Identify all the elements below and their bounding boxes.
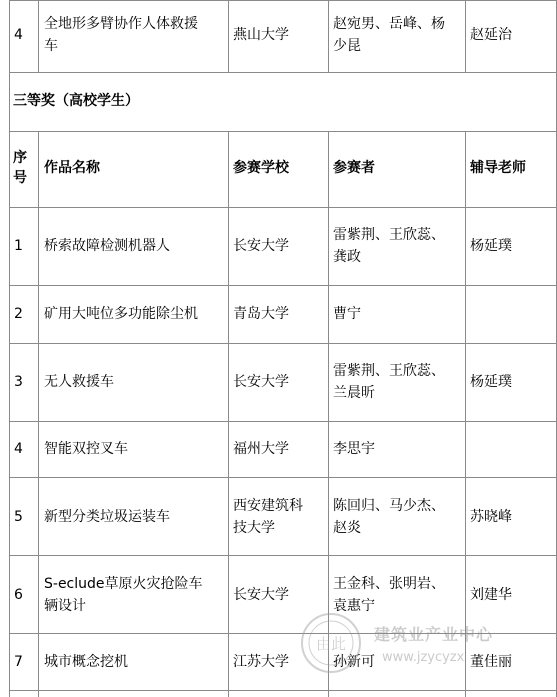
table-rule (9, 0, 10, 72)
cell-participants: 袁惠宁 (333, 598, 375, 614)
cell-participants: 曹宁 (333, 306, 361, 322)
cell-advisor: 刘建华 (470, 587, 512, 603)
cell-school: 燕山大学 (233, 27, 289, 43)
header-participants: 参赛者 (333, 160, 375, 176)
cell-school: 西安建筑科 (233, 498, 303, 514)
cell-no: 6 (14, 587, 23, 603)
cell-no: 3 (14, 374, 23, 390)
cell-school: 长安大学 (233, 587, 289, 603)
watermark (300, 610, 557, 680)
watermark-url: www.jzycyzx (382, 650, 465, 665)
header-no: 号 (13, 170, 27, 186)
cell-school: 福州大学 (233, 441, 289, 457)
cell-no: 2 (14, 306, 23, 322)
cell-school: 技大学 (233, 520, 275, 536)
table-rule (9, 477, 557, 478)
table-rule (38, 131, 39, 697)
cell-name: 辆设计 (44, 598, 86, 614)
table-rule (228, 131, 229, 697)
table-rule (465, 0, 466, 72)
table-rule (9, 207, 557, 208)
cell-no: 7 (14, 654, 23, 670)
cell-advisor: 赵延治 (470, 27, 512, 43)
watermark-title: 建筑业产业中心 (374, 625, 494, 644)
cell-no: 1 (14, 238, 23, 254)
cell-participants: 赵炎 (333, 520, 361, 536)
table-rule (228, 0, 229, 72)
cell-name: 车 (44, 38, 58, 54)
cell-participants: 兰晨昕 (333, 385, 375, 401)
cell-name: 城市概念挖机 (44, 654, 128, 670)
table-rule (328, 0, 329, 72)
cell-advisor: 董佳丽 (470, 654, 512, 670)
cell-school: 青岛大学 (233, 306, 289, 322)
header-advisor: 辅导老师 (470, 160, 526, 176)
table-rule (9, 0, 557, 1)
cell-name: 智能双控叉车 (44, 441, 128, 457)
cell-advisor: 苏晓峰 (470, 509, 512, 525)
cell-name: 全地形多臂协作人体救援 (44, 16, 198, 32)
cell-school: 长安大学 (233, 238, 289, 254)
cell-no: 4 (14, 441, 23, 457)
header-school: 参赛学校 (233, 160, 289, 176)
cell-advisor: 杨延璞 (470, 374, 512, 390)
table-rule (38, 0, 39, 72)
header-no: 序 (13, 150, 27, 166)
cell-participants: 李思宇 (333, 441, 375, 457)
cell-no: 5 (14, 509, 23, 525)
table-rule (9, 72, 557, 73)
table-rule (9, 421, 557, 422)
cell-name: 矿用大吨位多功能除尘机 (44, 306, 198, 322)
cell-school: 江苏大学 (233, 654, 289, 670)
cell-participants: 雷紫荆、王欣蕊、 (333, 227, 445, 243)
cell-participants: 陈回归、马少杰、 (333, 498, 445, 514)
table-rule (9, 555, 557, 556)
table-rule (9, 131, 10, 697)
table-rule (9, 131, 557, 132)
cell-name: 桥索故障检测机器人 (44, 238, 170, 254)
seal-icon (300, 612, 362, 674)
cell-school: 长安大学 (233, 374, 289, 390)
section-title: 三等奖（高校学生） (13, 93, 139, 109)
cell-name: S-eclude草原火灾抢险车 (44, 576, 203, 592)
cell-participants: 赵宛男、岳峰、杨 (333, 16, 445, 32)
cell-name: 无人救援车 (44, 374, 114, 390)
seal-text: 由此 (315, 635, 347, 653)
cell-participants: 少昆 (333, 38, 361, 54)
cell-participants: 孙新可 (333, 654, 375, 670)
cell-no: 4 (14, 27, 23, 43)
cell-advisor: 杨延璞 (470, 238, 512, 254)
cell-name: 新型分类垃圾运装车 (44, 509, 170, 525)
table-rule (9, 343, 557, 344)
table-rule (9, 690, 557, 691)
cell-participants: 雷紫荆、王欣蕊、 (333, 363, 445, 379)
cell-participants: 王金科、张明岩、 (333, 576, 445, 592)
table-rule (9, 72, 10, 131)
cell-participants: 龚政 (333, 249, 361, 265)
table-rule (9, 285, 557, 286)
header-name: 作品名称 (44, 160, 100, 176)
